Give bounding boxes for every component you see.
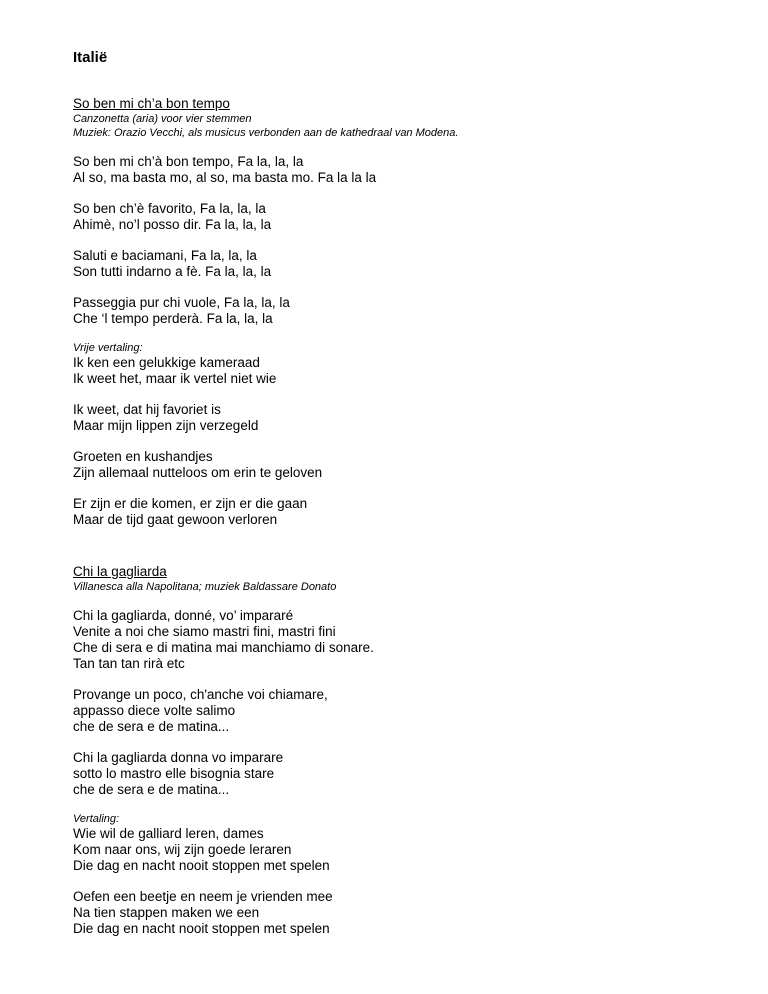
lyric-line: Passeggia pur chi vuole, Fa la, la, la bbox=[73, 295, 290, 310]
lyric-line: Chi la gagliarda donna vo imparare bbox=[73, 750, 284, 765]
lyric-line: Saluti e baciamani, Fa la, la, la bbox=[73, 248, 257, 263]
song-meta bbox=[73, 580, 713, 594]
lyric-line: Venite a noi che siamo mastri fini, mastri fini bbox=[73, 624, 336, 639]
lyrics-stanza bbox=[73, 201, 713, 233]
translation-line: Die dag en nacht nooit stoppen met spelen bbox=[73, 921, 330, 936]
translation-stanza bbox=[73, 449, 713, 481]
translation-line: Ik ken een gelukkige kameraad bbox=[73, 355, 260, 370]
lyric-line: Al so, ma basta mo, al so, ma basta mo. Fa la la la bbox=[73, 170, 377, 185]
song-section bbox=[73, 96, 713, 528]
translation-stanza bbox=[73, 813, 713, 874]
translation-line: Oefen een beetje en neem je vrienden mee bbox=[73, 889, 333, 904]
song-meta-line: Muziek: Orazio Vecchi, als musicus verbonden aan de kathedraal van Modena. bbox=[73, 127, 459, 139]
lyric-line: Chi la gagliarda, donné, vo’ impararé bbox=[73, 608, 294, 623]
song-meta-line: Villanesca alla Napolitana; muziek Baldassare Donato bbox=[73, 581, 337, 593]
lyrics-stanza bbox=[73, 750, 713, 798]
translation-line: Wie wil de galliard leren, dames bbox=[73, 826, 264, 841]
song-meta-line: Canzonetta (aria) voor vier stemmen bbox=[73, 113, 252, 125]
translation-line: Maar mijn lippen zijn verzegeld bbox=[73, 418, 259, 433]
translation-line: Na tien stappen maken we een bbox=[73, 905, 260, 920]
lyrics-stanza bbox=[73, 608, 713, 672]
translation-line: Die dag en nacht nooit stoppen met spelen bbox=[73, 858, 330, 873]
lyric-line: Che di sera e di matina mai manchiamo di sonare. bbox=[73, 640, 374, 655]
translation-label: Vertaling: bbox=[73, 813, 120, 825]
songs-container bbox=[73, 96, 713, 937]
lyric-line: appasso diece volte salimo bbox=[73, 703, 236, 718]
translation-line: Groeten en kushandjes bbox=[73, 449, 213, 464]
lyrics-stanza bbox=[73, 295, 713, 327]
lyric-line: Tan tan tan rirà etc bbox=[73, 656, 185, 671]
page-heading: Italië bbox=[73, 49, 108, 66]
song-meta bbox=[73, 112, 713, 140]
translation-label: Vrije vertaling: bbox=[73, 342, 143, 354]
lyric-line: Provange un poco, ch'anche voi chiamare, bbox=[73, 687, 328, 702]
lyric-line: che de sera e de matina... bbox=[73, 719, 230, 734]
lyric-line: Che ‘l tempo perderà. Fa la, la, la bbox=[73, 311, 273, 326]
lyric-line: So ben ch’è favorito, Fa la, la, la bbox=[73, 201, 266, 216]
translation-line: Kom naar ons, wij zijn goede leraren bbox=[73, 842, 292, 857]
lyrics-stanza bbox=[73, 248, 713, 280]
translation-stanza bbox=[73, 402, 713, 434]
song-title: So ben mi ch’a bon tempo bbox=[73, 96, 230, 111]
lyric-line: Ahimè, no’l posso dir. Fa la, la, la bbox=[73, 217, 272, 232]
translation-stanza bbox=[73, 342, 713, 387]
translation-line: Ik weet het, maar ik vertel niet wie bbox=[73, 371, 277, 386]
lyric-line: sotto lo mastro elle bisognia stare bbox=[73, 766, 275, 781]
song-section bbox=[73, 564, 713, 937]
lyrics-stanza bbox=[73, 154, 713, 186]
lyrics-stanza bbox=[73, 687, 713, 735]
translation-stanza bbox=[73, 889, 713, 937]
translation-stanza bbox=[73, 496, 713, 528]
lyric-line: che de sera e de matina... bbox=[73, 782, 230, 797]
translation-line: Maar de tijd gaat gewoon verloren bbox=[73, 512, 278, 527]
song-title: Chi la gagliarda bbox=[73, 564, 167, 579]
translation-line: Ik weet, dat hij favoriet is bbox=[73, 402, 221, 417]
document-page bbox=[73, 48, 713, 973]
lyric-line: So ben mi ch’à bon tempo, Fa la, la, la bbox=[73, 154, 304, 169]
lyric-line: Son tutti indarno a fè. Fa la, la, la bbox=[73, 264, 272, 279]
translation-line: Er zijn er die komen, er zijn er die gaan bbox=[73, 496, 308, 511]
translation-line: Zijn allemaal nutteloos om erin te geloven bbox=[73, 465, 323, 480]
